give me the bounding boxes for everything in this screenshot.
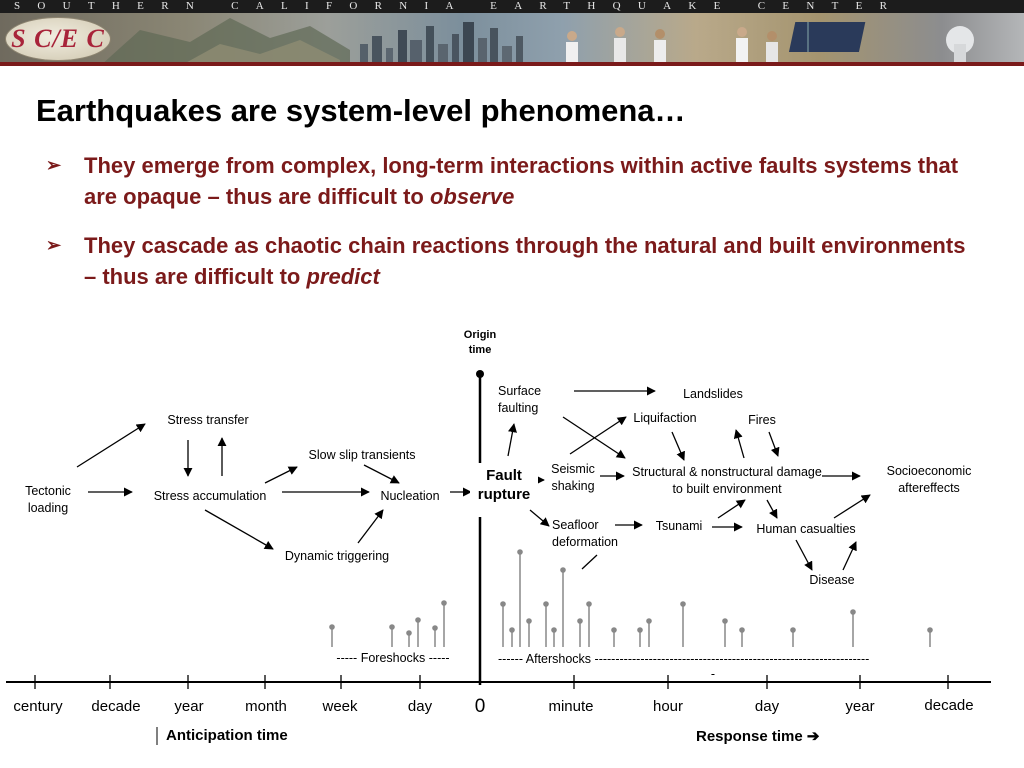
- arrow-rupture-to-surface: [508, 424, 514, 456]
- arrow-dynamic-to-nucleation: [358, 510, 383, 543]
- shock-stem-head: [611, 627, 617, 633]
- node-nucleation: Nucleation: [380, 489, 440, 503]
- arrow-casualties-to-disease: [796, 540, 812, 570]
- bullet-text: They emerge from complex, long-term interactions within active faults systems that are opaque – thus are difficult to observe: [84, 153, 959, 209]
- timeline-label-decade-after: decade: [924, 697, 974, 714]
- scec-logo-text: S C/E C: [11, 24, 105, 53]
- shock-stem-head: [586, 601, 592, 607]
- shock-stem-head: [551, 627, 557, 633]
- arrow-accumulation-to-dynamic: [205, 510, 273, 549]
- shock-stem-head: [577, 618, 583, 624]
- arrow-accumulation-to-slowslip: [265, 467, 297, 483]
- arrow-loading-to-transfer: [77, 424, 145, 467]
- arrow-disease-to-casualties: [843, 542, 856, 570]
- shock-stem-head: [680, 601, 686, 607]
- shock-stem-head: [406, 630, 412, 636]
- scec-logo: [6, 18, 110, 60]
- shock-stem-head: [329, 624, 335, 630]
- node-slow-slip: Slow slip transients: [308, 448, 416, 462]
- arrow-tsunami-to-structural: [718, 500, 745, 518]
- shock-stem-head: [722, 618, 728, 624]
- shock-stem-head: [560, 567, 566, 573]
- banner-title: SOUTHERN CALIFORNIA EARTHQUAKE CENTER: [14, 0, 905, 12]
- timeline-label-week: week: [322, 698, 358, 715]
- timeline-label-century: century: [13, 698, 63, 715]
- timeline-label-month: month: [245, 698, 287, 715]
- node-seismic-shaking: Seismic shaking: [551, 462, 595, 493]
- shock-stem-head: [790, 627, 796, 633]
- node-landslides: Landslides: [683, 387, 743, 401]
- shock-stem-head: [509, 627, 515, 633]
- origin-time-label: Origin time: [463, 329, 497, 356]
- timeline-label-day-after: day: [754, 698, 780, 715]
- bullet-text: They cascade as chaotic chain reactions through the natural and built environments – thus are difficult to predict: [84, 233, 966, 289]
- header-banner: [0, 0, 1024, 66]
- banner-divider: [0, 62, 1024, 66]
- anticipation-time-label: Anticipation time: [166, 727, 288, 744]
- aftershocks-label: ------ Aftershocks ------------------------------------------------------------------: [498, 652, 870, 666]
- arrow-seafloor-reference: [582, 555, 597, 569]
- node-human-casualties: Human casualties: [756, 522, 856, 536]
- node-stress-accumulation: Stress accumulation: [153, 489, 267, 503]
- response-time-label: Response time ➔: [696, 728, 820, 745]
- shock-stem-head: [543, 601, 549, 607]
- shock-stem-head: [637, 627, 643, 633]
- shock-stem-head: [646, 618, 652, 624]
- arrow-liquifaction-to-structural: [672, 432, 684, 460]
- node-socioeconomic: Socioeconomic aftereffects: [886, 464, 972, 495]
- shock-stem-head: [526, 618, 532, 624]
- node-liquifaction: Liquifaction: [633, 411, 697, 425]
- shock-stem-head: [850, 609, 856, 615]
- timeline-label-hour: hour: [652, 698, 684, 715]
- node-disease: Disease: [809, 573, 855, 587]
- shock-stems: [329, 549, 933, 647]
- slide-title: Earthquakes are system-level phenomena…: [36, 93, 686, 128]
- timeline-label-year: year: [174, 698, 204, 715]
- node-tectonic-loading: Tectonic loading: [25, 484, 71, 515]
- shock-stem-head: [432, 625, 438, 631]
- node-tsunami: Tsunami: [655, 519, 703, 533]
- bullet-emphasis: predict: [306, 264, 380, 289]
- arrowhead-bullet-icon: ➢: [46, 155, 62, 175]
- node-dynamic-triggering: Dynamic triggering: [284, 549, 390, 563]
- node-surface-faulting: Surface faulting: [498, 384, 542, 415]
- earthquake-cascade-diagram: [0, 320, 1024, 768]
- arrow-structural-to-casualties: [767, 500, 777, 518]
- node-fault-rupture: Fault rupture: [470, 466, 538, 504]
- timeline-label-zero: 0: [474, 696, 486, 717]
- arrow-fires-to-structural: [769, 432, 778, 456]
- arrowhead-bullet-icon: ➢: [46, 235, 62, 255]
- node-structural-damage: Structural & nonstructural damage to built environment: [632, 465, 822, 496]
- shock-stem-head: [739, 627, 745, 633]
- bullet-emphasis: observe: [429, 184, 515, 209]
- shock-stem-head: [517, 549, 523, 555]
- node-stress-transfer: Stress transfer: [167, 413, 249, 427]
- node-fires: Fires: [748, 413, 776, 427]
- node-seafloor-deformation: Seafloor deformation: [552, 518, 619, 549]
- timeline-label-decade: decade: [91, 698, 141, 715]
- shock-stem-head: [927, 627, 933, 633]
- arrow-casualties-to-socioeconomic: [834, 495, 870, 518]
- shock-stem-head: [415, 617, 421, 623]
- shock-stem-head: [500, 601, 506, 607]
- dash-mark: -: [710, 667, 716, 681]
- arrow-rupture-to-seafloor: [530, 510, 549, 526]
- foreshocks-label: ----- Foreshocks -----: [336, 651, 450, 665]
- arrow-structural-to-fires: [736, 430, 744, 458]
- shock-stem-head: [389, 624, 395, 630]
- shock-stem-head: [441, 600, 447, 606]
- timeline-label-year-after: year: [845, 698, 875, 715]
- timeline-label-minute: minute: [548, 698, 594, 715]
- timeline-label-day: day: [407, 698, 433, 715]
- arrow-slowslip-to-nucleation: [364, 465, 399, 483]
